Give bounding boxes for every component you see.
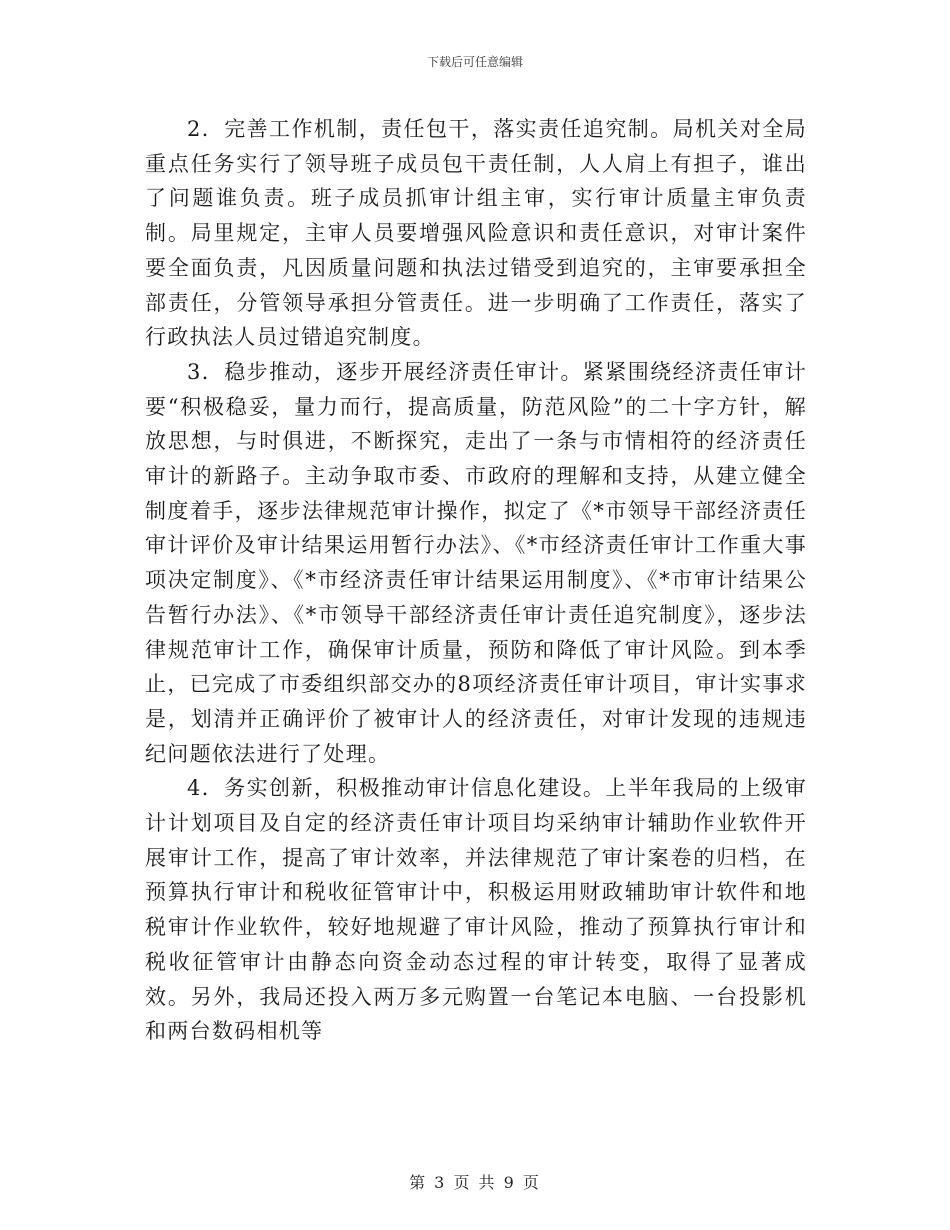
paragraph-3-economic-audit: 3．稳步推动，逐步开展经济责任审计。紧紧围绕经济责任审计要“积极稳妥，量力而行，提高质量，防范风险”的二十字方针，解放思想，与时俱进，不断探究，走出了一条与市情相符的经济责任审计的新路子。主动争取市委、市政府的理解和支持，从建立健全制度着手，逐步法律规范审计操作，拟定了《*市领导干部经济责任审计评价及审计结果运用暂行办法》、《*市经济责任审计工作重大事项决定制度》、《*市经济责任审计结果运用制度》、《*市审计结果公告暂行办法》、《*市领导干部经济责任审计责任追究制度》，逐步法律规范审计工作，确保审计质量，预防和降低了审计风险。到本季止，已完成了市委组织部交办的8项经济责任审计项目，审计实事求是，划清并正确评价了被审计人的经济责任，对审计发现的违规违纪问题依法进行了处理。 [145,359,807,766]
paragraph-2-work-mechanism: 2．完善工作机制，责任包干，落实责任追究制。局机关对全局重点任务实行了领导班子成员包干责任制，人人肩上有担子，谁出了问题谁负责。班子成员抓审计组主审，实行审计质量主审负责制。局里规定，主审人员要增强风险意识和责任意识，对审计案件要全面负责，凡因质量问题和执法过错受到追究的，主审要承担全部责任，分管领导承担分管责任。进一步明确了工作责任，落实了行政执法人员过错追究制度。 [145,117,807,350]
page-number: 第 3 页 共 9 页 [409,1173,541,1192]
paragraph-4-audit-informatization: 4．务实创新，积极推动审计信息化建设。上半年我局的上级审计计划项目及自定的经济责任审计项目均采纳审计辅助作业软件开展审计工作，提高了审计效率，并法律规范了审计案卷的归档，在预算执行审计和税收征管审计中，积极运用财政辅助审计软件和地税审计作业软件，较好地规避了审计风险，推动了预算执行审计和税收征管审计由静态向资金动态过程的审计转变，取得了显著成效。另外，我局还投入两万多元购置一台笔记本电脑、一台投影机和两台数码相机等 [145,776,807,1044]
page-header-note: 下载后可任意编辑 [426,55,523,69]
document-body [145,112,807,1049]
